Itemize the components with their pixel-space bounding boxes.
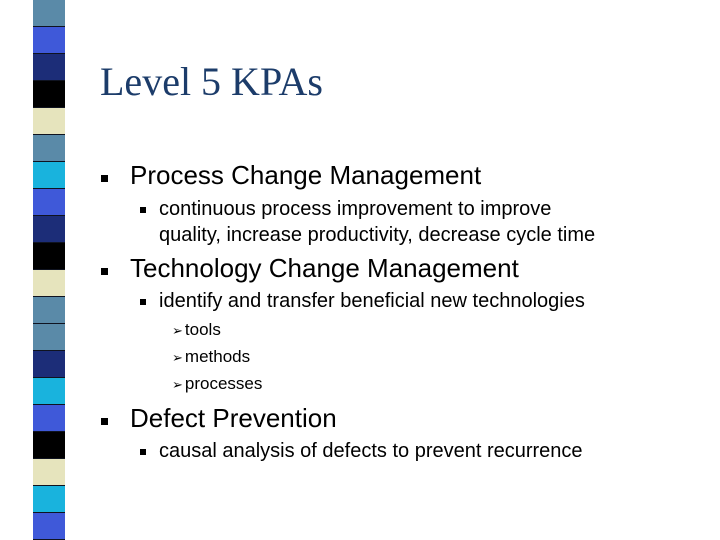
arrow-bullet-icon: ➢ <box>172 377 183 392</box>
subbullet-identify-transfer: identify and transfer beneficial new technologies <box>159 290 585 312</box>
square-bullet-icon <box>101 175 108 182</box>
third-level-item-tools: ➢ tools <box>172 320 221 339</box>
bullet-defect-prevention: Defect Prevention <box>130 403 337 433</box>
subbullet-continuous-improvement-line1: continuous process improvement to improve <box>159 198 552 220</box>
square-bullet-icon <box>140 207 146 213</box>
square-bullet-icon <box>140 449 146 455</box>
square-bullet-icon <box>101 418 108 425</box>
third-level-item-methods: ➢ methods <box>172 347 251 366</box>
bullet-process-change-management: Process Change Management <box>130 160 482 190</box>
arrow-bullet-icon: ➢ <box>172 350 183 365</box>
subbullet-continuous-improvement-line2: quality, increase productivity, decrease cycle time <box>159 224 596 246</box>
bullet-technology-change-management: Technology Change Management <box>130 253 519 283</box>
decorative-stripe <box>33 0 65 540</box>
arrow-bullet-icon: ➢ <box>172 323 183 338</box>
subbullet-causal-analysis: causal analysis of defects to prevent recurrence <box>159 440 583 462</box>
third-level-item-processes: ➢ processes <box>172 374 263 393</box>
slide-title: Level 5 KPAs <box>100 59 323 104</box>
square-bullet-icon <box>101 268 108 275</box>
square-bullet-icon <box>140 299 146 305</box>
